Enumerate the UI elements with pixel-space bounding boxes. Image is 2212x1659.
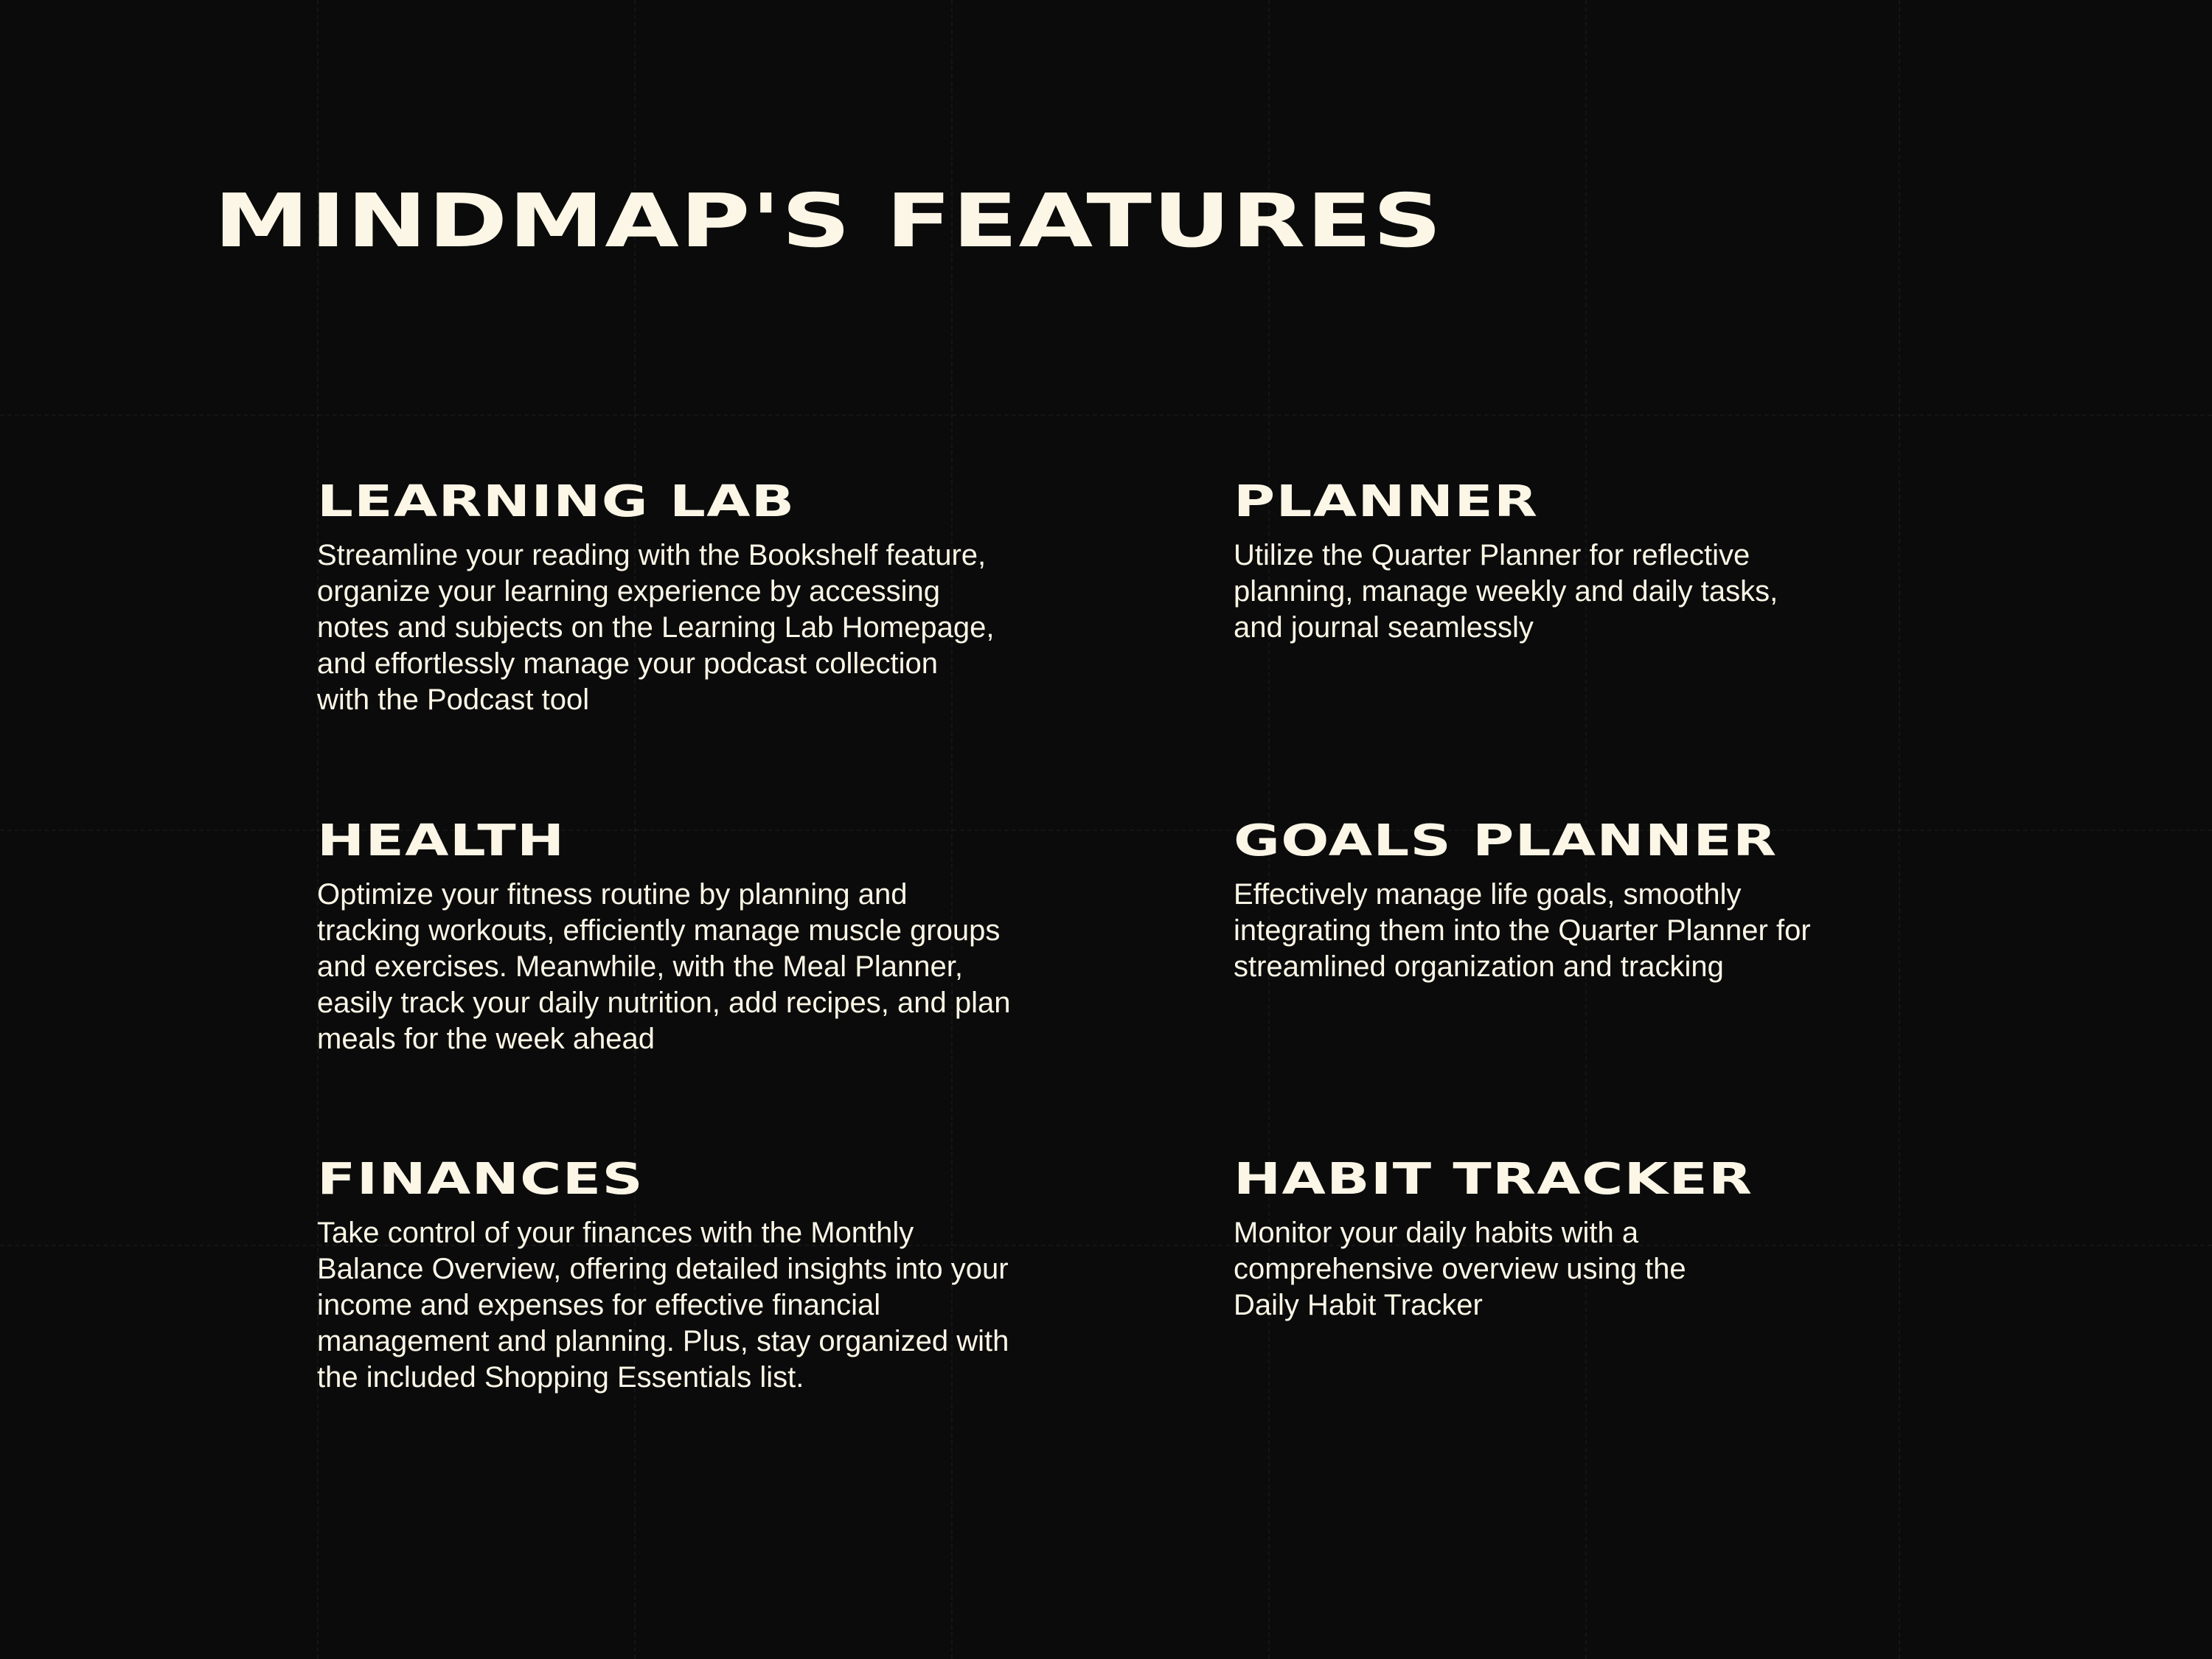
feature-description	[317, 538, 1091, 718]
feature-description-line: tracking workouts, efficiently manage muscle groups	[317, 914, 1001, 947]
feature-goals-planner	[1234, 815, 2008, 985]
feature-description-line: Balance Overview, offering detailed insights into your	[317, 1253, 1009, 1285]
feature-habit-tracker	[1234, 1153, 2008, 1324]
feature-description	[1234, 1215, 2008, 1324]
feature-description-line: Monitor your daily habits with a	[1234, 1217, 1639, 1249]
feature-health	[317, 815, 1091, 1057]
feature-description-line: and journal seamlessly	[1234, 611, 1534, 644]
feature-description-line: easily track your daily nutrition, add recipes, and plan	[317, 987, 1011, 1019]
feature-description-line: integrating them into the Quarter Planner for	[1234, 914, 1811, 947]
feature-description-line: notes and subjects on the Learning Lab Homepage,	[317, 611, 995, 644]
feature-description-line: meals for the week ahead	[317, 1023, 655, 1055]
feature-title: LEARNING LAB	[317, 476, 796, 526]
feature-description	[1234, 538, 2008, 646]
page-title: MINDMAP'S FEATURES	[214, 178, 1443, 264]
feature-description-line: Daily Habit Tracker	[1234, 1289, 1483, 1321]
feature-description-line: the included Shopping Essentials list.	[317, 1361, 804, 1394]
feature-planner	[1234, 476, 2008, 646]
grid-line-horizontal	[0, 414, 2212, 416]
feature-description-line: with the Podcast tool	[317, 684, 590, 716]
feature-description-line: Effectively manage life goals, smoothly	[1234, 878, 1742, 911]
feature-description-line: streamlined organization and tracking	[1234, 950, 1724, 983]
feature-finances	[317, 1153, 1091, 1396]
feature-title: GOALS PLANNER	[1234, 815, 1778, 866]
feature-title: FINANCES	[317, 1153, 644, 1204]
feature-description	[317, 1215, 1091, 1396]
feature-learning-lab	[317, 476, 1091, 718]
feature-title: HABIT TRACKER	[1234, 1153, 1753, 1204]
feature-description	[317, 877, 1091, 1057]
feature-description-line: organize your learning experience by accessing	[317, 575, 940, 608]
feature-title: HEALTH	[317, 815, 566, 866]
feature-description-line: Optimize your fitness routine by planning and	[317, 878, 908, 911]
feature-description-line: planning, manage weekly and daily tasks,	[1234, 575, 1778, 608]
feature-title: PLANNER	[1234, 476, 1539, 526]
feature-description-line: Take control of your finances with the Monthly	[317, 1217, 914, 1249]
feature-description-line: and exercises. Meanwhile, with the Meal Planner,	[317, 950, 964, 983]
feature-description-line: comprehensive overview using the	[1234, 1253, 1686, 1285]
feature-description	[1234, 877, 2008, 985]
feature-description-line: Streamline your reading with the Bookshelf feature,	[317, 539, 987, 571]
feature-description-line: Utilize the Quarter Planner for reflective	[1234, 539, 1750, 571]
feature-description-line: and effortlessly manage your podcast collection	[317, 647, 938, 680]
feature-description-line: income and expenses for effective financial	[317, 1289, 881, 1321]
feature-description-line: management and planning. Plus, stay organized with	[317, 1325, 1009, 1357]
